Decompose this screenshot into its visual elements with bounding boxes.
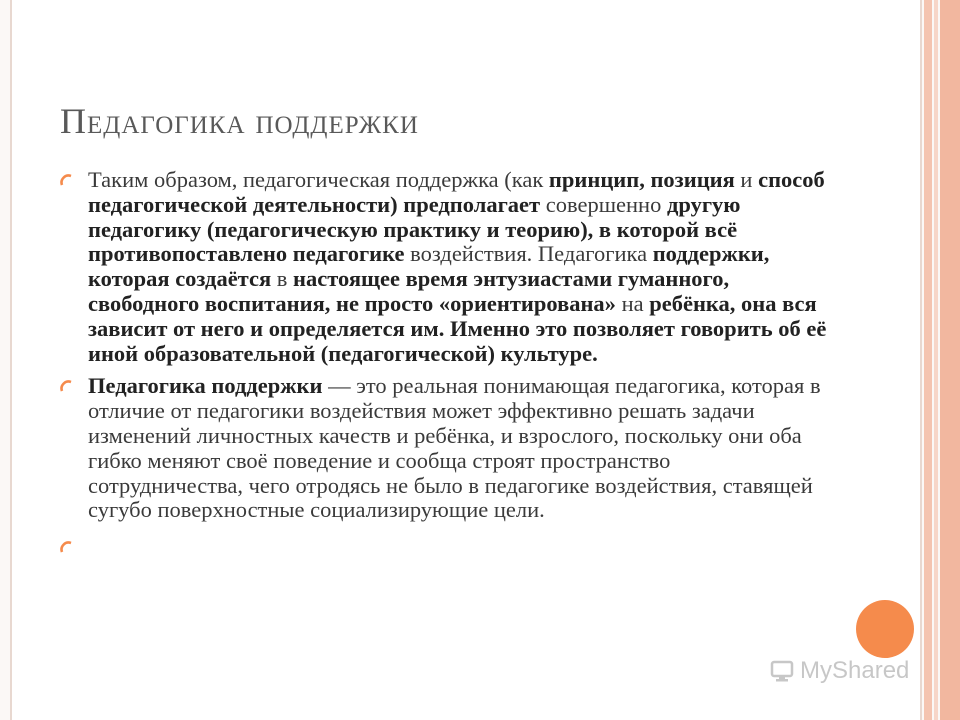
watermark (770, 657, 909, 685)
text-segment: Таким образом, педагогическая поддержка (как (88, 167, 549, 192)
slide-content (60, 168, 830, 568)
bullet-marker-icon (60, 174, 73, 187)
bullet-marker-icon (60, 380, 73, 393)
bold-text-segment: Педагогика поддержки (88, 373, 323, 399)
bold-text-segment: способ педагогической деятельности) предполагает (88, 167, 825, 217)
text-segment: воздействия. Педагогика (404, 241, 653, 267)
slide-title: Педагогика поддержки (60, 101, 419, 141)
decorative-stripe (934, 0, 938, 720)
bullet-marker-icon (60, 541, 73, 554)
text-segment: — это реальная понимающая педагогика, которая в отличие от педагогики воздействия может эффективно решать задачи изменений личностных качеств и ребёнка, и взрослого, поскольку они оба гибко меняют своё поведение и сообща строят пространство сотрудничества, чего отродясь не было в педагогике воздействия, ставящей сугубо поверхностные социализирующие цели. (88, 373, 821, 523)
bullet-text (88, 373, 821, 522)
bullet-text (88, 167, 826, 366)
bullet-text (88, 534, 94, 559)
bullet-item (60, 535, 830, 560)
bold-text-segment: настоящее время энтузиастами гуманного, свободного воспитания, не просто «ориентирована» (88, 266, 730, 316)
bullet-item (60, 374, 830, 523)
bold-text-segment: принцип, позиция (548, 167, 735, 192)
text-segment: совершенно (540, 191, 667, 217)
myshared-logo-icon (770, 659, 796, 683)
decorative-stripe (940, 0, 960, 720)
text-segment: в (271, 266, 294, 292)
bullet-item (60, 168, 830, 366)
decorative-stripe (924, 0, 932, 720)
text-segment: и (734, 167, 759, 192)
bold-text-segment: ребёнка, она вся зависит от него и определяется им. Именно это позволяет говорить об её иной образовательной (педагогической) культуре. (88, 290, 827, 366)
bold-text-segment: другую педагогику (педагогическую практику и теорию), в которой всё противопоставлено педагогике (88, 191, 741, 267)
decorative-circle (856, 600, 914, 658)
bold-text-segment: поддержки, которая создаётся (88, 241, 770, 292)
watermark-text: MyShared (800, 657, 910, 684)
text-segment: на (615, 290, 650, 316)
